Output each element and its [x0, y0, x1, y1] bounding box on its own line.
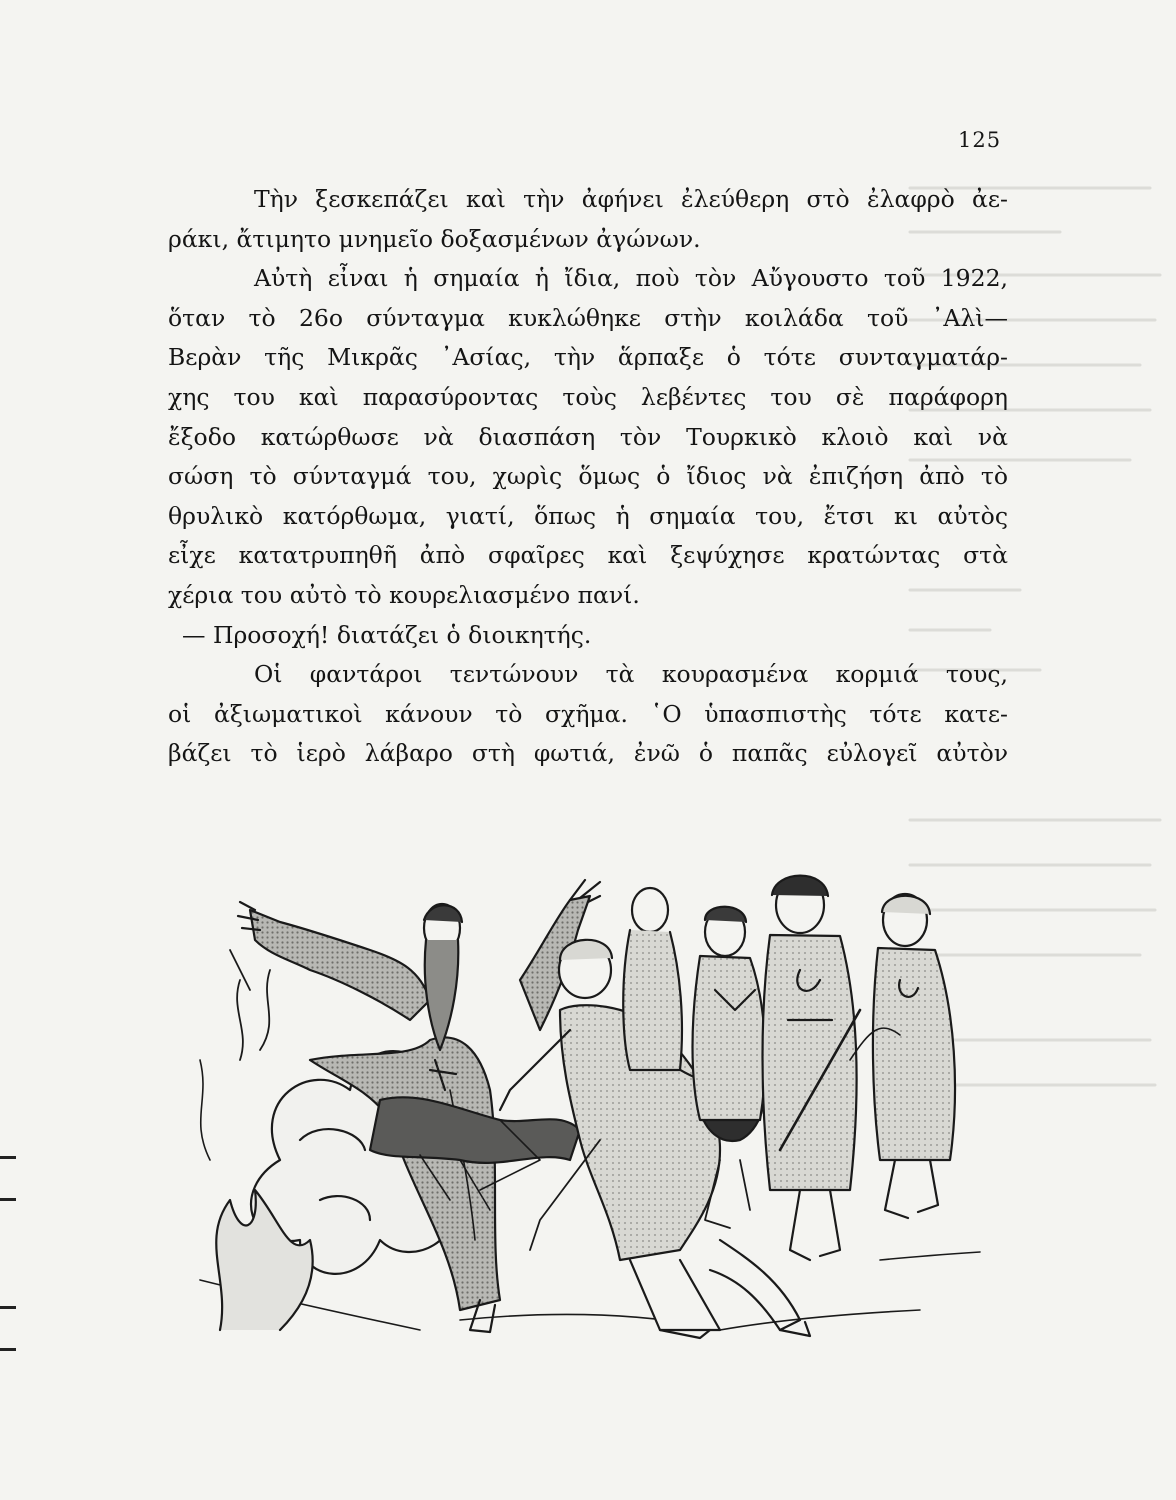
text-line: οἱ ἀξιωματικοὶ κάνουν τὸ σχῆμα. ῾Ο ὑπασπιστὴς τότε κατε- — [168, 699, 1008, 728]
text-line: Τὴν ξεσκεπάζει καὶ τὴν ἀφήνει ἐλεύθερη στὸ ἐλαφρὸ ἀε- — [254, 185, 1008, 213]
binding-mark — [0, 1348, 16, 1351]
text-line: θρυλικὸ κατόρθωμα, γιατί, ὅπως ἡ σημαία του, ἔτσι κι αὐτὸς — [168, 501, 1008, 530]
text-line: ράκι, ἄτιμητο μνημεῖο δοξασμένων ἀγώνων. — [168, 224, 701, 253]
text-line: χέρια του αὐτὸ τὸ κουρελιασμένο πανί. — [168, 580, 640, 609]
binding-mark — [0, 1306, 16, 1309]
text-line: Βερὰν τῆς Μικρᾶς ᾿Ασίας, τὴν ἅρπαξε ὁ τότε συνταγματάρ- — [168, 343, 1008, 372]
body-text — [168, 180, 1008, 774]
text-line: Οἱ φαντάροι τεντώνουν τὰ κουρασμένα κορμιά τους, — [254, 660, 1008, 689]
page-number: 125 — [958, 128, 1002, 152]
priest-burning-flag-soldiers-illustration — [160, 860, 1020, 1350]
text-line: ἔξοδο κατώρθωσε νὰ διασπάση τὸν Τουρκικὸ κλοιὸ καὶ νὰ — [168, 422, 1008, 451]
text-line: εἶχε κατατρυπηθῆ ἀπὸ σφαῖρες καὶ ξεψύχησε κρατώντας στὰ — [168, 541, 1008, 570]
soldier-figure — [623, 888, 682, 1070]
soldier-figure — [763, 876, 861, 1260]
text-line: Αὐτὴ εἶναι ἡ σημαία ἡ ἴδια, ποὺ τὸν Αὔγουστο τοῦ 1922, — [254, 264, 1008, 293]
soldier-figure — [693, 907, 766, 1120]
text-line: χης του καὶ παρασύροντας τοὺς λεβέντες του σὲ παράφορη — [168, 382, 1008, 411]
text-line: βάζει τὸ ἱερὸ λάβαρο στὴ φωτιά, ἐνῶ ὁ παπᾶς εὐλογεῖ αὐτὸν — [168, 739, 1008, 768]
binding-mark — [0, 1198, 16, 1201]
priest-beard — [425, 940, 459, 1050]
binding-mark — [0, 1156, 16, 1159]
text-line: — Προσοχή! διατάζει ὁ διοικητής. — [182, 620, 592, 649]
text-line: ὅταν τὸ 26ο σύνταγμα κυκλώθηκε στὴν κοιλάδα τοῦ ᾿Αλὶ— — [168, 303, 1008, 332]
soldier-figure — [850, 894, 955, 1218]
text-line: σώση τὸ σύνταγμά του, χωρὶς ὅμως ὁ ἴδιος νὰ ἐπιζήση ἀπὸ τὸ — [168, 462, 1008, 491]
